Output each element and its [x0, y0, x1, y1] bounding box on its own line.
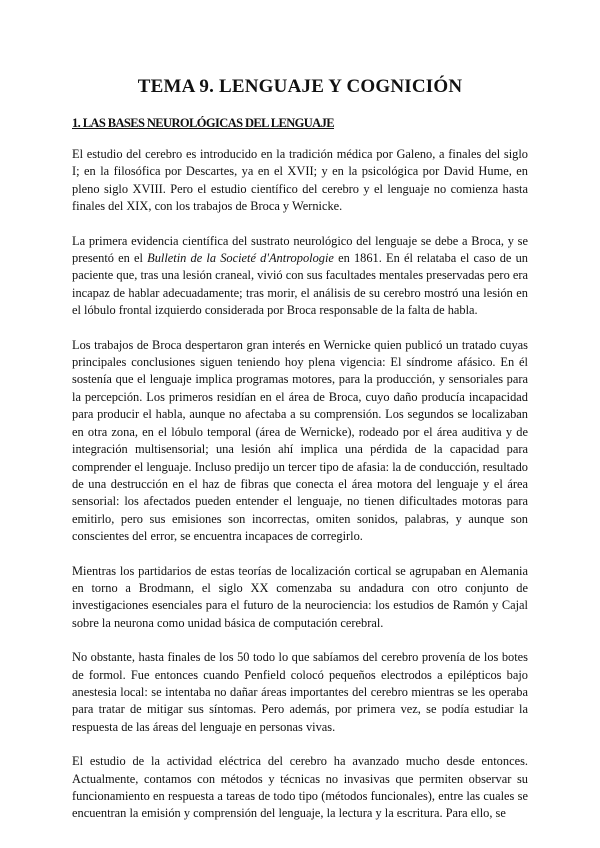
- paragraph-2-text-a: La primera evidencia científica del sustrato neurológico del lenguaje se debe a Broca, y se presentó en el: [72, 233, 528, 266]
- section-heading: 1. LAS BASES NEUROLÓGICAS DEL LENGUAJE: [72, 116, 334, 130]
- paragraph-6: El estudio de la actividad eléctrica del cerebro ha avanzado mucho desde entonces. Actualmente, contamos con métodos y técnicas no invasivas que permiten observar su funcionamiento en respuesta a tareas de todo tipo (métodos funcionales), entre las cuales se encuentran la emisión y comprensión del lenguaje, la lectura y la escritura. Para ello, se: [72, 754, 528, 821]
- bulletin-citation: Bulletin de la Societé d'Antropologie: [147, 251, 334, 266]
- paragraph-1: El estudio del cerebro es introducido en la tradición médica por Galeno, a finales del siglo I; en la filosófica por Descartes, ya en el XVII; y en la psicológica por David Hume, en pleno siglo XVIII. Pero el estudio científico del cerebro y el lenguaje no comienza hasta finales del XIX, con los trabajos de Broca y Wernicke.: [72, 147, 528, 214]
- paragraph-2-text-b: en 1861. En él relataba el caso de un paciente que, tras una lesión craneal, vivió con sus facultades mentales preservadas pero era incapaz de hablar adecuadamente; tras morir, el análisis de su cerebro mostró una lesión en el lóbulo frontal izquierdo considerada por Broca responsable de la falta de habla.: [72, 251, 528, 318]
- paragraph-3: Los trabajos de Broca despertaron gran interés en Wernicke quien publicó un tratado cuyas principales conclusiones siguen teniendo hoy plena vigencia: El síndrome afásico. En él sostenía que el lenguaje implica programas motores, para la producción, y sensoriales para la percepción. Los primeros residían en el área de Broca, cuyo daño producía incapacidad para producir el habla, aunque no afectaba a su comprensión. Los segundos se localizaban en otra zona, en el lóbulo temporal (área de Wernicke), rodeado por el área auditiva y de integración multisensorial; una lesión ahí implica una pérdida de la capacidad para comprender el lenguaje. Incluso predijo un tercer tipo de afasia: la de conducción, resultado de una destrucción en el haz de fibras que conecta el área motora del lenguaje y el área sensorial: los afectados pueden entender el lenguaje, no tienen dificultades motoras para emitirlo, pero sus emisiones son incorrectas, omiten sonidos, palabras, y aunque son conscientes del error, se encuentra incapaces de corregirlo.: [72, 337, 528, 544]
- paragraph-4: Mientras los partidarios de estas teorías de localización cortical se agrupaban en Alemania en torno a Brodmann, el siglo XX comenzaba su andadura con otro conjunto de investigaciones esenciales para el futuro de la neurociencia: los estudios de Ramón y Cajal sobre la neurona como unidad básica de computación cerebral.: [72, 563, 528, 630]
- paragraph-2: [72, 233, 528, 320]
- paragraph-5: No obstante, hasta finales de los 50 todo lo que sabíamos del cerebro provenía de los botes de formol. Fue entonces cuando Penfield colocó pequeños electrodos a epilépticos bajo anestesia local: se intentaba no dañar áreas importantes del cerebro mientras se les operaba para tratar de mitigar sus síntomas. Pero además, por primera vez, se podía estudiar la respuesta de las áreas del lenguaje en personas vivas.: [72, 650, 528, 734]
- document-body: [72, 146, 528, 840]
- page-title: TEMA 9. LENGUAJE Y COGNICIÓN: [137, 76, 463, 97]
